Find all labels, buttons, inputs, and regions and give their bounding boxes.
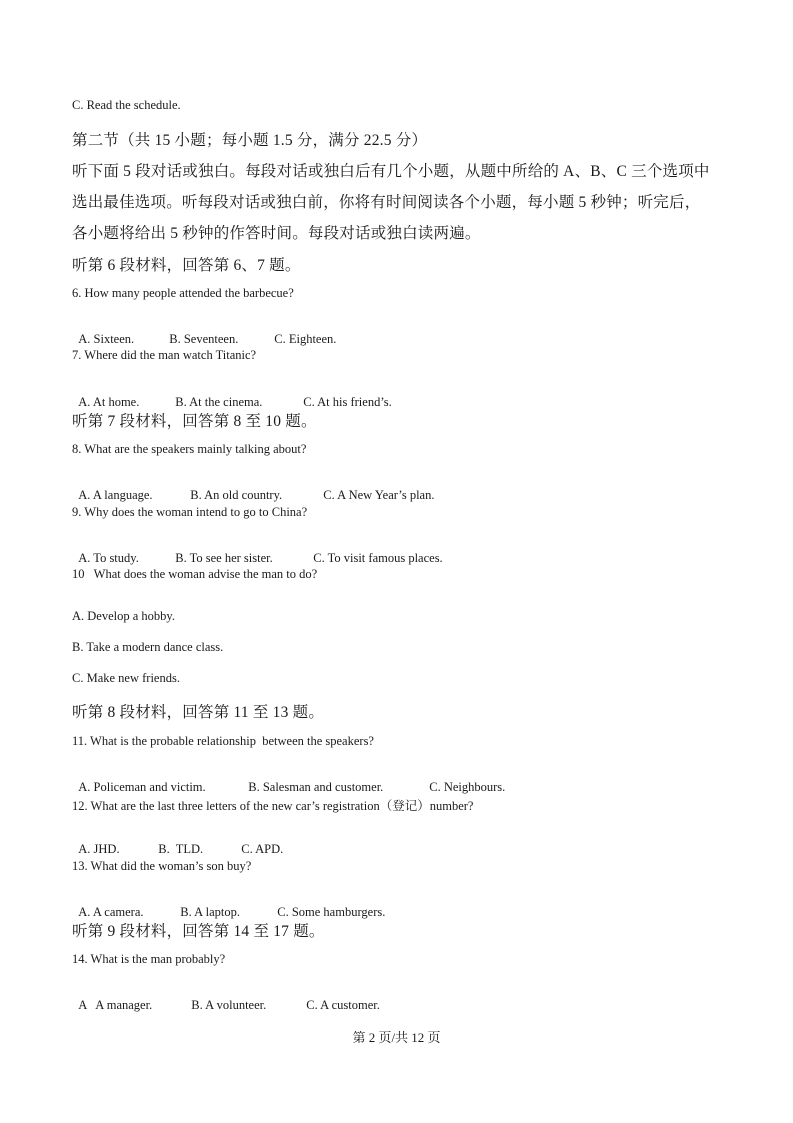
option-c: C. A New Year’s plan. bbox=[323, 488, 435, 502]
instruction-line: 选出最佳选项。听每段对话或独白前，你将有时间阅读各个小题，每小题 5 秒钟；听完后， bbox=[72, 194, 701, 211]
question-text: 13. What did the woman’s son buy? bbox=[72, 859, 252, 873]
option-a: A. JHD. bbox=[78, 842, 120, 856]
material-heading: 听第 9 段材料，回答第 14 至 17 题。 bbox=[72, 923, 325, 940]
option-a: A. A language. bbox=[78, 488, 153, 502]
option-b: B. Take a modern dance class. bbox=[72, 640, 224, 654]
option-c: C. Neighbours. bbox=[429, 780, 506, 794]
material-heading: 听第 6 段材料，回答第 6、7 题。 bbox=[72, 257, 301, 274]
section-heading: 第二节（共 15 小题；每小题 1.5 分，满分 22.5 分） bbox=[72, 132, 428, 149]
material-heading: 听第 8 段材料，回答第 11 至 13 题。 bbox=[72, 704, 325, 721]
option-b: B. Salesman and customer. bbox=[248, 780, 384, 794]
option-a: A. At home. bbox=[78, 395, 140, 409]
option-b: B. TLD. bbox=[158, 842, 204, 856]
option-b: B. At the cinema. bbox=[175, 395, 263, 409]
option-row bbox=[72, 380, 392, 410]
question-text: 9. Why does the woman intend to go to China? bbox=[72, 505, 308, 519]
page-number: 第 2 页/共 12 页 bbox=[352, 1030, 441, 1045]
option-row bbox=[72, 827, 283, 857]
question-text: 14. What is the man probably? bbox=[72, 952, 226, 966]
material-heading: 听第 7 段材料，回答第 8 至 10 题。 bbox=[72, 413, 317, 430]
option-row bbox=[72, 317, 336, 347]
instruction-line: 各小题将给出 5 秒钟的作答时间。每段对话或独白读两遍。 bbox=[72, 225, 481, 242]
question-text: 11. What is the probable relationship between the speakers? bbox=[72, 734, 374, 748]
question-text: 7. Where did the man watch Titanic? bbox=[72, 348, 257, 362]
option-b: B. To see her sister. bbox=[175, 551, 273, 565]
question-text: 6. How many people attended the barbecue? bbox=[72, 286, 294, 300]
option-c: C. Eighteen. bbox=[274, 332, 337, 346]
option-c: C. APD. bbox=[241, 842, 284, 856]
option-row bbox=[72, 473, 434, 503]
option-c: C. A customer. bbox=[306, 998, 380, 1012]
option-c: C. To visit famous places. bbox=[313, 551, 443, 565]
option-line bbox=[72, 98, 181, 113]
option-b: B. An old country. bbox=[190, 488, 283, 502]
option-b: B. Seventeen. bbox=[169, 332, 239, 346]
option-a: A. Policeman and victim. bbox=[78, 780, 206, 794]
option-c: C. At his friend’s. bbox=[303, 395, 392, 409]
question-text: 8. What are the speakers mainly talking about? bbox=[72, 442, 307, 456]
option-b: B. A laptop. bbox=[180, 905, 240, 919]
option-row bbox=[72, 983, 380, 1013]
option-a: A. Sixteen. bbox=[78, 332, 135, 346]
option-text: C. Read the schedule. bbox=[72, 98, 181, 112]
instruction-line: 听下面 5 段对话或独白。每段对话或独白后有几个小题，从题中所给的 A、B、C 三个选项中 bbox=[72, 163, 710, 180]
option-a: A. To study. bbox=[78, 551, 139, 565]
option-row bbox=[72, 765, 505, 795]
question-text: 10 What does the woman advise the man to do? bbox=[72, 567, 318, 581]
option-c: C. Make new friends. bbox=[72, 671, 180, 685]
question-text: 12. What are the last three letters of the new car’s registration（登记）number? bbox=[72, 799, 474, 813]
option-c: C. Some hamburgers. bbox=[277, 905, 386, 919]
option-row bbox=[72, 890, 385, 920]
option-a: A A manager. bbox=[78, 998, 153, 1012]
option-a: A. Develop a hobby. bbox=[72, 609, 175, 623]
option-a: A. A camera. bbox=[78, 905, 144, 919]
option-b: B. A volunteer. bbox=[191, 998, 267, 1012]
option-row bbox=[72, 536, 443, 566]
